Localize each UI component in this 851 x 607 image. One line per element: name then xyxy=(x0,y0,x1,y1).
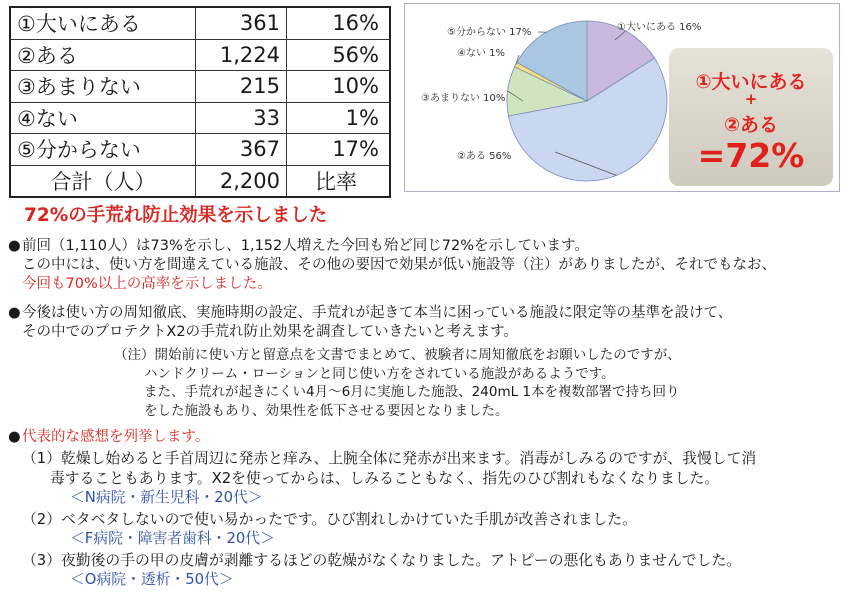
bullet-icon: ● xyxy=(8,305,21,321)
row-label: ②ある xyxy=(10,39,196,71)
slice-label: ⑤分からない 17% xyxy=(447,27,532,38)
row-label: ③あまりない xyxy=(10,71,196,103)
total-row xyxy=(10,165,390,197)
summary-result: =72% xyxy=(697,136,805,175)
note-block xyxy=(8,346,848,420)
voice-1-line-1: （1）乾燥し始めると手首周辺に発赤と痒み、上腕全体に発赤が出来ます。消毒がしみるのですが、我慢して消 xyxy=(22,450,757,467)
table-row xyxy=(10,39,390,71)
note-line-4: をした施設もあり、効果性を低下させる要因となりました。 xyxy=(144,402,509,419)
total-count: 2,200 xyxy=(196,165,287,197)
slice-label: ①大いにある 16% xyxy=(617,22,702,33)
table-row xyxy=(10,134,390,166)
note-line-1: （注）開始前に使い方と留意点を文書でまとめて、被験者に周知徹底をお願いしたのですが、 xyxy=(114,347,681,363)
note-line-3: また、手荒れが起きにくい4月〜6月に実施した施設、240mL 1本を複数部署で持ち回り xyxy=(144,384,680,400)
total-label: 合計（人） xyxy=(10,165,196,197)
voice-1 xyxy=(8,449,848,508)
slice-label: ③あまりない 10% xyxy=(421,93,506,104)
row-ratio: 16% xyxy=(287,7,391,39)
voices-title: 代表的な感想を列挙します。 xyxy=(22,429,210,445)
survey-results-table xyxy=(9,6,391,198)
voice-3-line-1: （3）夜勤後の手の甲の皮膚が剥離するほどの乾燥がなくなりました。アトピーの悪化もありませんでした。 xyxy=(22,551,742,569)
voice-3 xyxy=(8,551,848,590)
p2-line-2: その中でのプロテクトX2の手荒れ防止効果を調査していきたいと考えます。 xyxy=(22,324,518,340)
chart-panel xyxy=(404,3,840,192)
p1-line-3: 今回も70%以上の高率を示しました。 xyxy=(22,276,272,292)
bullet-icon: ● xyxy=(8,238,21,254)
summary-line-1: ①大いにある xyxy=(695,71,807,93)
voice-2-line-1: （2）ベタベタしないので使い易かったです。ひび割れしかけていた手肌が改善されました。 xyxy=(22,510,637,528)
paragraph-result xyxy=(8,237,848,294)
voice-1-source: ＜N病院・新生児科・20代＞ xyxy=(70,489,263,506)
row-count: 215 xyxy=(196,71,287,103)
row-label: ①大いにある xyxy=(10,7,196,39)
slice-label: ④ない 1% xyxy=(457,48,506,59)
note-line-2: ハンドクリーム・ローションと同じ使い方をされている施設があるようです。 xyxy=(144,365,615,382)
paragraph-plan xyxy=(8,304,848,342)
voice-2-source: ＜F病院・障害者歯科・20代＞ xyxy=(70,530,275,547)
row-ratio: 17% xyxy=(287,134,391,166)
row-ratio: 56% xyxy=(287,39,391,71)
row-ratio: 10% xyxy=(287,71,391,103)
summary-line-3: ②ある xyxy=(723,114,779,136)
table-row xyxy=(10,71,390,103)
section-heading: 72%の手荒れ防止効果を示しました xyxy=(24,205,328,226)
p1-line-1: 前回（1,110人）は73%を示し、1,152人増えた今回も殆ど同じ72%を示しています。 xyxy=(22,238,589,254)
row-count: 367 xyxy=(196,134,287,166)
summary-box xyxy=(669,48,833,186)
bullet-icon: ● xyxy=(8,429,21,445)
report-body xyxy=(8,206,848,590)
row-count: 1,224 xyxy=(196,39,287,71)
table-row xyxy=(10,102,390,134)
slice-label: ②ある 56% xyxy=(457,151,512,162)
p1-line-2: この中には、使い方を間違えている施設、その他の要因で効果が低い施設等（注）がありましたが、それでもなお、 xyxy=(22,257,776,273)
voice-1-line-2: 毒することもあります。X2を使ってからは、しみることもなく、指先のひび割れもなくなりました。 xyxy=(50,469,720,487)
voice-2 xyxy=(8,510,848,549)
table-row xyxy=(10,7,390,39)
summary-plus: + xyxy=(744,90,758,108)
p2-line-1: 今後は使い方の周知徹底、実施時期の設定、手荒れが起きて本当に困っている施設に限定等の基準を設けて、 xyxy=(22,305,733,321)
row-count: 361 xyxy=(196,7,287,39)
row-label: ⑤分からない xyxy=(10,134,196,166)
row-count: 33 xyxy=(196,102,287,134)
voice-3-source: ＜O病院・透析・50代＞ xyxy=(70,571,234,588)
row-label: ④ない xyxy=(10,102,196,134)
row-ratio: 1% xyxy=(287,102,391,134)
paragraph-voices-title xyxy=(8,428,848,447)
ratio-header: 比率 xyxy=(287,165,391,197)
